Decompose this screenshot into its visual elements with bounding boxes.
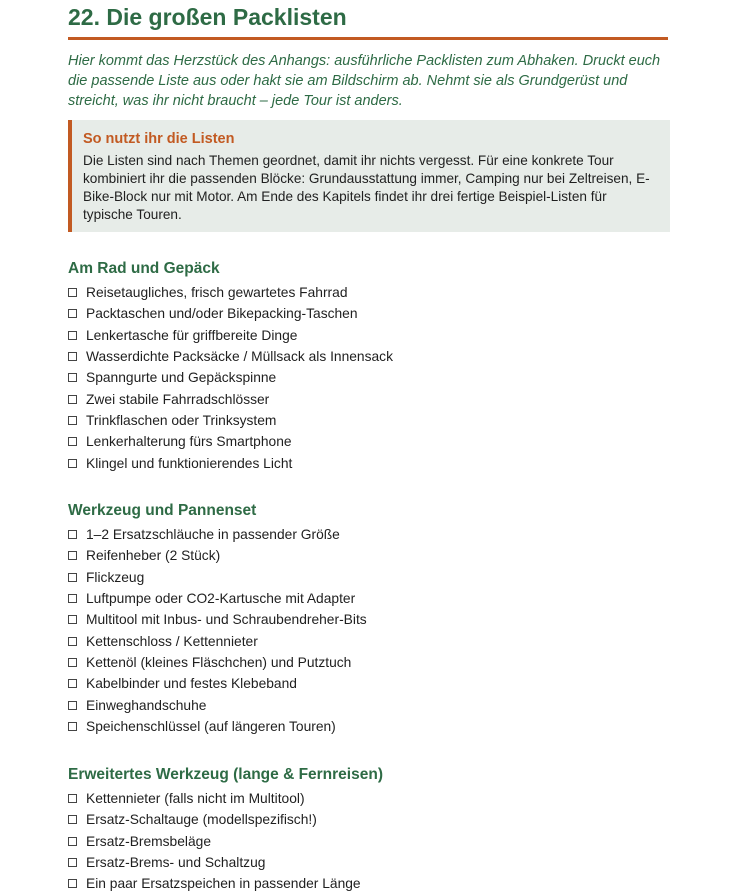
checklist-item[interactable] [68,524,367,545]
intro-text: Hier kommt das Herzstück des Anhangs: ausführliche Packlisten zum Abhaken. Druckt euch die passende Liste aus oder hakt sie am Bildschirm ab. Nehmt sie als Grundgerüst und streicht, was ihr nicht braucht – jede Tour ist anders. [68,53,661,109]
checklist-erweitert [68,788,361,894]
checklist-item[interactable] [68,367,393,388]
checkbox-icon[interactable] [68,437,77,446]
checklist-item[interactable] [68,303,393,324]
section-heading-rad: Am Rad und Gepäck [68,260,220,277]
checkbox-icon[interactable] [68,331,77,340]
item-label: Spanngurte und Gepäckspinne [86,370,277,386]
checkbox-icon[interactable] [68,594,77,603]
checkbox-icon[interactable] [68,679,77,688]
checkbox-icon[interactable] [68,858,77,867]
item-label: Luftpumpe oder CO2-Kartusche mit Adapter [86,591,356,607]
item-label: Zwei stabile Fahrradschlösser [86,391,270,407]
item-label: Lenkerhalterung fürs Smartphone [86,434,292,450]
callout-title: So nutzt ihr die Listen [83,131,235,147]
checkbox-icon[interactable] [68,530,77,539]
checklist-item[interactable] [68,673,367,694]
info-callout [68,120,670,232]
checklist-item[interactable] [68,716,367,737]
item-label: Speichenschlüssel (auf längeren Touren) [86,718,336,734]
item-label: Reifenheber (2 Stück) [86,548,221,564]
checkbox-icon[interactable] [68,815,77,824]
item-label: Klingel und funktionierendes Licht [86,455,293,471]
checklist-item[interactable] [68,588,367,609]
item-label: Einweghandschuhe [86,697,207,713]
section-heading-werkzeug: Werkzeug und Pannenset [68,502,257,519]
callout-body: Die Listen sind nach Themen geordnet, damit ihr nichts vergesst. Für eine konkrete Tour kombiniert ihr die passenden Blöcke: Grundausstattung immer, Camping nur bei Zeltreisen, E-Bike-Block nur mit Motor. Am Ende des Kapitels findet ihr drei fertige Beispiel-Listen für typische Touren. [83,153,650,222]
checklist-item[interactable] [68,282,393,303]
checkbox-icon[interactable] [68,352,77,361]
checkbox-icon[interactable] [68,837,77,846]
checkbox-icon[interactable] [68,658,77,667]
checkbox-icon[interactable] [68,416,77,425]
item-label: Reisetaugliches, frisch gewartetes Fahrrad [86,285,348,301]
checkbox-icon[interactable] [68,794,77,803]
item-label: Kettenöl (kleines Fläschchen) und Putztuch [86,654,352,670]
checklist-item[interactable] [68,346,393,367]
checkbox-icon[interactable] [68,701,77,710]
checkbox-icon[interactable] [68,879,77,888]
checkbox-icon[interactable] [68,309,77,318]
item-label: Wasserdichte Packsäcke / Müllsack als Innensack [86,349,393,365]
checklist-item[interactable] [68,545,367,566]
checkbox-icon[interactable] [68,395,77,404]
item-label: Packtaschen und/oder Bikepacking-Taschen [86,306,358,322]
checklist-item[interactable] [68,567,367,588]
item-label: Lenkertasche für griffbereite Dinge [86,327,298,343]
checklist-item[interactable] [68,694,367,715]
item-label: Multitool mit Inbus- und Schraubendreher-Bits [86,612,367,628]
item-label: 1–2 Ersatzschläuche in passender Größe [86,527,340,543]
item-label: Ersatz-Brems- und Schaltzug [86,855,266,871]
checklist-rad [68,282,393,474]
checklist-item[interactable] [68,630,367,651]
title-divider [68,37,668,40]
item-label: Ersatz-Schaltauge (modellspezifisch!) [86,812,317,828]
section-heading-erweitert: Erweitertes Werkzeug (lange & Fernreisen) [68,766,383,783]
item-label: Kabelbinder und festes Klebeband [86,676,297,692]
item-label: Trinkflaschen oder Trinksystem [86,412,277,428]
checkbox-icon[interactable] [68,288,77,297]
checklist-item[interactable] [68,431,393,452]
checklist-item[interactable] [68,609,367,630]
checklist-item[interactable] [68,852,361,873]
checkbox-icon[interactable] [68,722,77,731]
checklist-item[interactable] [68,809,361,830]
checklist-item[interactable] [68,410,393,431]
checkbox-icon[interactable] [68,615,77,624]
checklist-item[interactable] [68,831,361,852]
item-label: Kettennieter (falls nicht im Multitool) [86,791,305,807]
checkbox-icon[interactable] [68,459,77,468]
checkbox-icon[interactable] [68,637,77,646]
item-label: Kettenschloss / Kettennieter [86,633,258,649]
checklist-item[interactable] [68,652,367,673]
checklist-item[interactable] [68,788,361,809]
checklist-item[interactable] [68,452,393,473]
checkbox-icon[interactable] [68,373,77,382]
item-label: Ersatz-Bremsbeläge [86,833,211,849]
page-title: 22. Die großen Packlisten [68,4,347,30]
checkbox-icon[interactable] [68,573,77,582]
checklist-item[interactable] [68,388,393,409]
item-label: Flickzeug [86,569,145,585]
item-label: Ein paar Ersatzspeichen in passender Länge [86,876,361,892]
checklist-werkzeug [68,524,367,737]
checkbox-icon[interactable] [68,551,77,560]
checklist-item[interactable] [68,325,393,346]
